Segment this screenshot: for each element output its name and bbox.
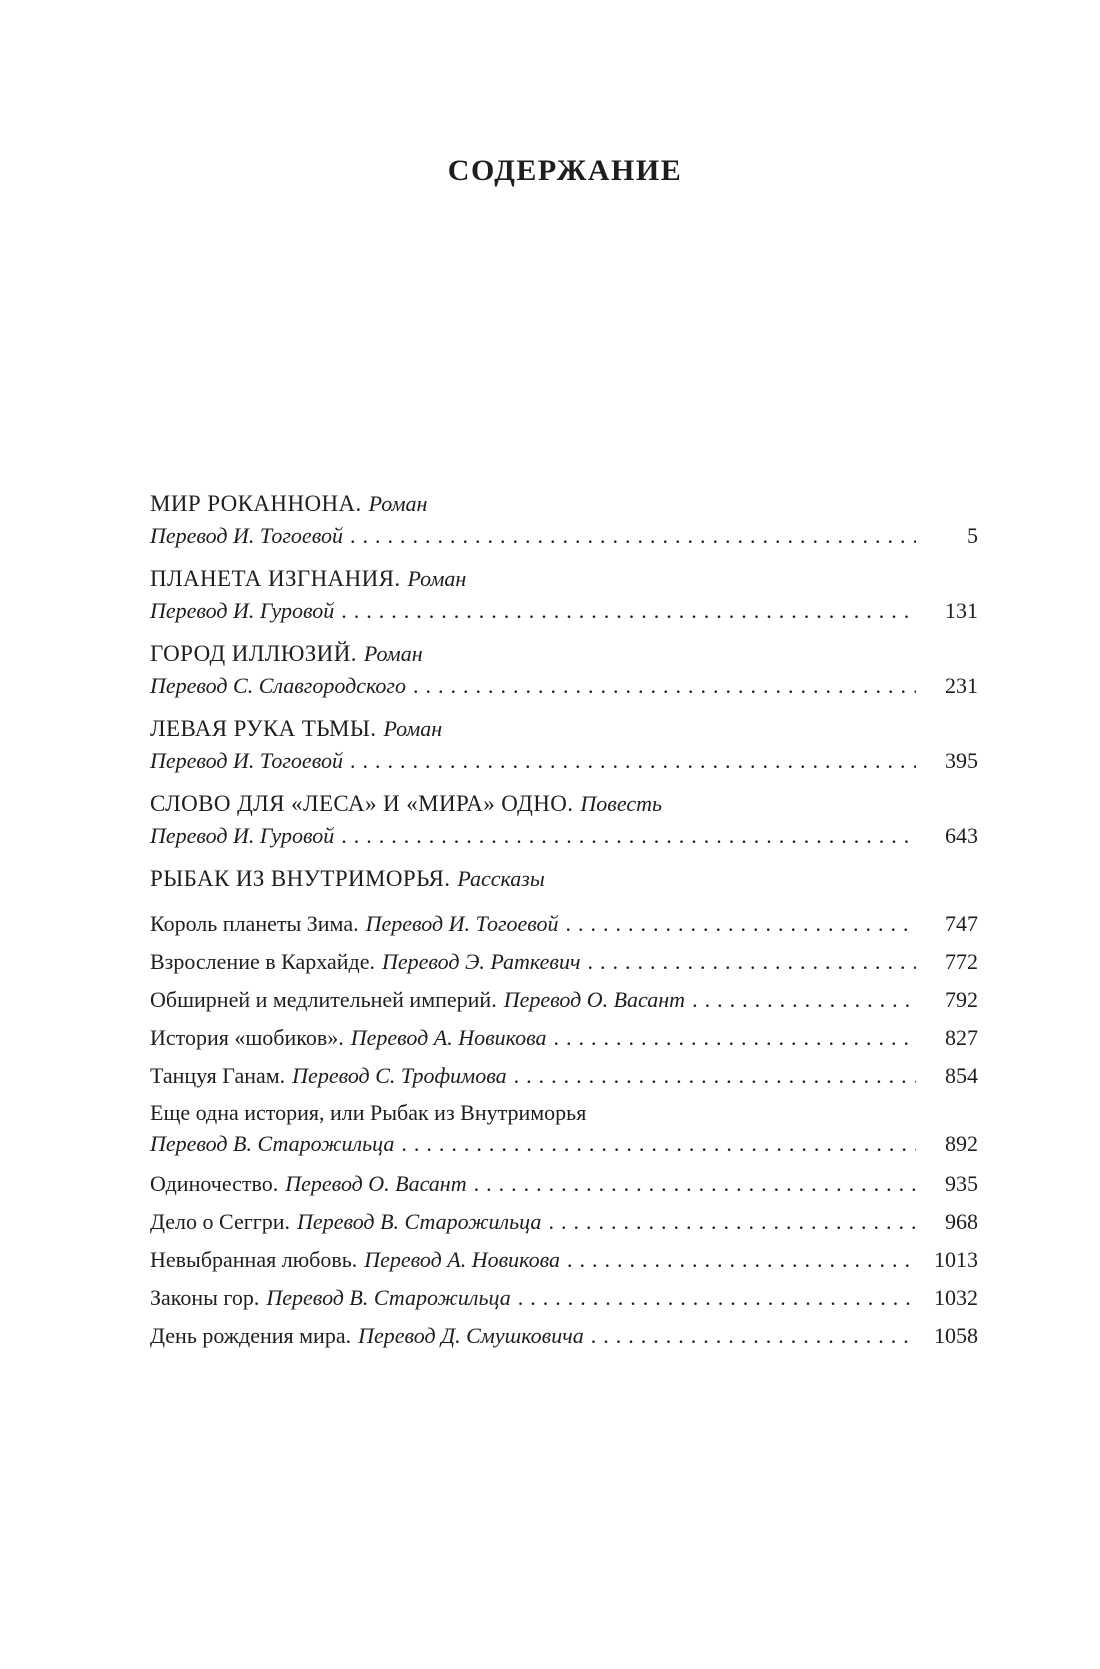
entry-genre: Роман [363, 641, 423, 666]
toc-entry [150, 488, 978, 552]
entry-page-number: 792 [945, 987, 978, 1012]
entry-page-number: 131 [945, 598, 978, 623]
entry-title-line [150, 1097, 978, 1128]
toc-section-header [150, 863, 978, 895]
entry-text [150, 1279, 511, 1317]
entry-genre: Роман [368, 491, 428, 516]
dot-leader [413, 670, 916, 702]
entry-title: Законы гор. [150, 1285, 260, 1310]
toc-entry [150, 788, 978, 852]
toc-entry [150, 1317, 978, 1355]
entry-text [150, 1203, 541, 1241]
dot-leader [591, 1317, 916, 1355]
entry-title-line [150, 788, 978, 820]
entry-translator: Перевод Э. Раткевич [381, 949, 581, 974]
toc-entry [150, 1279, 978, 1317]
section-genre: Рассказы [457, 866, 545, 891]
entry-title: Король планеты Зима. [150, 911, 359, 936]
dot-leader [350, 745, 916, 777]
toc-entry [150, 638, 978, 702]
entry-title-line [150, 563, 978, 595]
entry-page-number: 747 [945, 911, 978, 936]
entry-translator: Перевод А. Новикова [364, 1247, 560, 1272]
toc-entry [150, 1057, 978, 1095]
entry-text [150, 1317, 584, 1355]
entry-title-line [150, 488, 978, 520]
dot-leader [350, 520, 916, 552]
dot-leader [587, 943, 916, 981]
entry-genre: Повесть [580, 791, 662, 816]
entry-title: История «шобиков». [150, 1025, 344, 1050]
entry-title: Одиночество. [150, 1171, 279, 1196]
dot-leader [474, 1165, 916, 1203]
entry-translator: Перевод И. Гуровой [150, 823, 335, 848]
entry-page-number: 395 [945, 748, 978, 773]
toc-entry [150, 1019, 978, 1057]
entry-text [150, 943, 580, 981]
entry-page-number: 772 [945, 949, 978, 974]
toc-entry [150, 1203, 978, 1241]
dot-leader [514, 1057, 916, 1095]
dot-leader [341, 820, 916, 852]
entry-title: День рождения мира. [150, 1323, 352, 1348]
entry-title: ЛЕВАЯ РУКА ТЬМЫ. [150, 716, 377, 741]
toc-entry [150, 1241, 978, 1279]
page-title: СОДЕРЖАНИЕ [447, 154, 683, 187]
entry-translator: Перевод С. Славгородского [150, 673, 406, 698]
entry-translator: Перевод И. Тогоевой [365, 911, 559, 936]
entry-text [150, 1057, 507, 1095]
entry-page-number: 935 [945, 1171, 978, 1196]
entry-page-number: 231 [945, 673, 978, 698]
entry-text [150, 905, 559, 943]
entry-page-line [150, 670, 978, 702]
entry-page-line [150, 520, 978, 552]
entry-page-number: 827 [945, 1025, 978, 1050]
entry-translator: Перевод С. Трофимова [292, 1063, 507, 1088]
entry-text [150, 1165, 467, 1203]
entry-title: ПЛАНЕТА ИЗГНАНИЯ. [150, 566, 401, 591]
dot-leader [567, 1241, 916, 1279]
dot-leader [692, 981, 916, 1019]
dot-leader [518, 1279, 916, 1317]
entry-title: Дело о Сеггри. [150, 1209, 291, 1234]
entry-translator: Перевод В. Старожильца [297, 1209, 542, 1234]
entry-page-line [150, 595, 978, 627]
entry-title-line [150, 713, 978, 745]
entry-genre: Роман [407, 566, 467, 591]
entry-genre: Роман [383, 716, 443, 741]
entry-translator: Перевод О. Васант [285, 1171, 467, 1196]
dot-leader [554, 1019, 917, 1057]
entry-page-number: 1013 [934, 1247, 978, 1272]
entry-translator: Перевод И. Тогоевой [150, 523, 343, 548]
entry-page-number: 854 [945, 1063, 978, 1088]
entry-title: МИР РОКАННОНА. [150, 491, 362, 516]
entry-text [150, 1241, 560, 1279]
entry-text [150, 981, 685, 1019]
entry-page-number: 1032 [934, 1285, 978, 1310]
entry-title: Еще одна история, или Рыбак из Внутриморья [150, 1100, 587, 1125]
dot-leader [401, 1128, 916, 1159]
entry-translator: Перевод Д. Смушковича [358, 1323, 584, 1348]
entry-title-line [150, 638, 978, 670]
section-title: РЫБАК ИЗ ВНУТРИМОРЬЯ. [150, 866, 451, 891]
entry-translator: Перевод И. Гуровой [150, 598, 335, 623]
entry-title: Обширней и медлительней империй. [150, 987, 497, 1012]
entry-page-number: 5 [967, 523, 978, 548]
entry-page-number: 1058 [934, 1323, 978, 1348]
entry-page-number: 643 [945, 823, 978, 848]
dot-leader [548, 1203, 916, 1241]
entry-page-number: 968 [945, 1209, 978, 1234]
entry-title: Невыбранная любовь. [150, 1247, 358, 1272]
toc-entry [150, 905, 978, 943]
entry-translator: Перевод О. Васант [503, 987, 686, 1012]
entry-translator: Перевод И. Тогоевой [150, 748, 343, 773]
dot-leader [341, 595, 916, 627]
entry-title: Танцуя Ганам. [150, 1063, 286, 1088]
toc-entry [150, 1165, 978, 1203]
entry-page-line [150, 745, 978, 777]
entry-text [150, 1019, 547, 1057]
entry-title: СЛОВО ДЛЯ «ЛЕСА» И «МИРА» ОДНО. [150, 791, 574, 816]
entry-translator: Перевод В. Старожильца [266, 1285, 511, 1310]
toc-entry [150, 981, 978, 1019]
entry-page-line [150, 1128, 978, 1159]
entry-page-number: 892 [945, 1131, 978, 1156]
entry-title: Взросление в Кархайде. [150, 949, 375, 974]
entry-translator: Перевод В. Старожильца [150, 1131, 395, 1156]
dot-leader [566, 905, 916, 943]
toc-entry [150, 943, 978, 981]
toc-list [150, 488, 978, 1355]
toc-entry [150, 713, 978, 777]
toc-entry [150, 563, 978, 627]
entry-page-line [150, 820, 978, 852]
toc-entry [150, 1095, 978, 1165]
entry-translator: Перевод А. Новикова [350, 1025, 547, 1050]
entry-title: ГОРОД ИЛЛЮЗИЙ. [150, 641, 357, 666]
